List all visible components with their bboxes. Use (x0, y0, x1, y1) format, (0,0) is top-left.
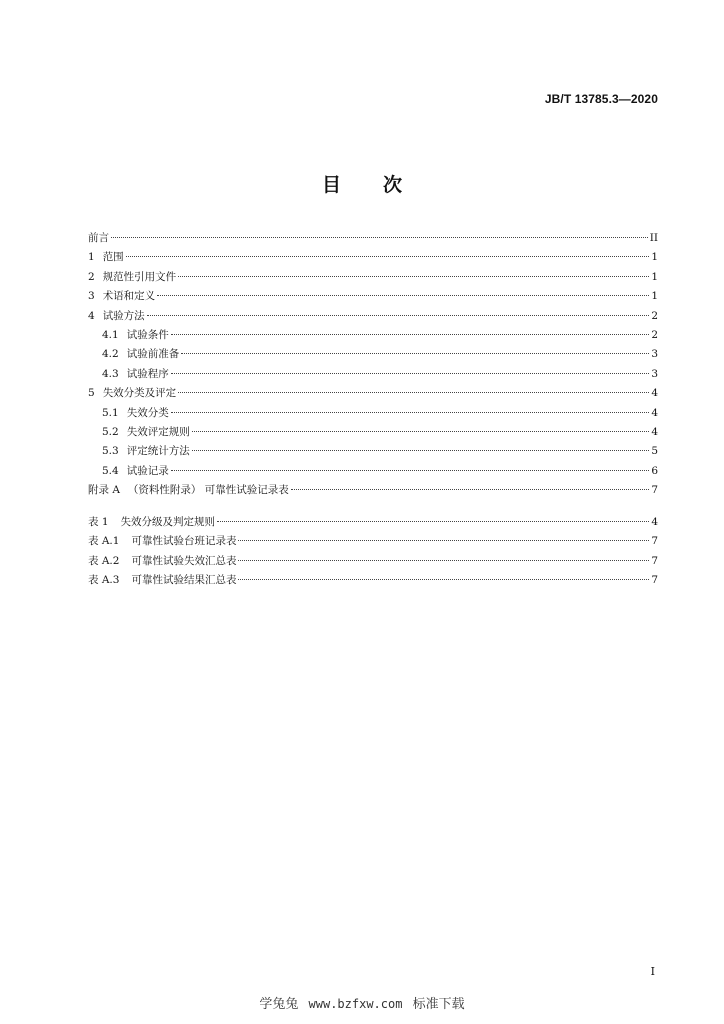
table-of-contents (88, 229, 658, 500)
toc-leader-dots (192, 450, 650, 451)
toc-entry-label: 可靠性试验结果汇总表 (131, 574, 237, 587)
toc-entry-number: 表 1 (88, 516, 109, 528)
toc-entry-page: 1 (651, 251, 658, 264)
toc-leader-dots (171, 412, 650, 413)
toc-entry-5-4[interactable] (88, 462, 658, 481)
toc-leader-dots (171, 470, 650, 471)
toc-leader-dots (181, 353, 649, 354)
toc-entry-label: 失效分类 (126, 406, 169, 419)
toc-entry-page: II (649, 232, 658, 244)
toc-entry-label: 试验记录 (126, 464, 169, 477)
toc-entry-number: 3 (88, 290, 95, 303)
toc-table-a2[interactable] (88, 552, 658, 571)
watermark-url[interactable]: www.bzfxw.com (308, 997, 403, 1011)
toc-entry-number: 4.1 (102, 328, 119, 341)
toc-entry-number: 5 (88, 387, 95, 400)
toc-entry-page: 7 (651, 574, 658, 587)
toc-entry-label: （资料性附录） 可靠性试验记录表 (127, 484, 289, 497)
toc-entry-label: 失效分类及评定 (102, 387, 177, 400)
toc-entry-5-1[interactable] (88, 404, 658, 423)
toc-entry-label: 试验程序 (126, 367, 169, 380)
toc-leader-dots (171, 373, 650, 374)
toc-entry-label: 可靠性试验失效汇总表 (131, 554, 237, 567)
toc-entry-appendix-a[interactable] (88, 481, 658, 500)
toc-entry-page: 2 (651, 309, 658, 322)
toc-entry-label: 试验条件 (126, 328, 169, 341)
page-title-char-2: 次 (383, 174, 403, 196)
toc-entry-page: 7 (651, 484, 658, 497)
toc-entry-5-2[interactable] (88, 423, 658, 442)
list-of-tables (88, 513, 658, 591)
toc-entry-page: 4 (651, 516, 658, 528)
toc-entry-page: 4 (651, 425, 658, 438)
toc-leader-dots (291, 489, 650, 490)
toc-entry-foreword[interactable] (88, 229, 658, 248)
toc-entry-page: 3 (651, 367, 658, 380)
toc-entry-4-3[interactable] (88, 365, 658, 384)
toc-entry-label: 可靠性试验台班记录表 (131, 535, 237, 548)
toc-entry-1[interactable] (88, 248, 658, 267)
page-title (0, 170, 724, 197)
toc-entry-label: 规范性引用文件 (102, 270, 177, 283)
toc-entry-number: 5.1 (102, 406, 119, 419)
toc-leader-dots (217, 521, 649, 522)
toc-entry-page: 1 (651, 270, 658, 283)
toc-entry-label: 评定统计方法 (126, 445, 190, 458)
toc-entry-5-3[interactable] (88, 442, 658, 461)
toc-entry-5[interactable] (88, 384, 658, 403)
watermark (0, 993, 724, 1012)
toc-leader-dots (126, 256, 650, 257)
toc-entry-number: 附录 A (88, 484, 120, 497)
page-title-char-1: 目 (321, 174, 341, 196)
toc-entry-number: 4.3 (102, 367, 119, 380)
toc-entry-label: 范围 (102, 251, 124, 264)
toc-entry-number: 5.2 (102, 425, 119, 438)
toc-entry-label: 失效评定规则 (126, 425, 190, 438)
toc-entry-number: 表 A.1 (88, 535, 120, 548)
toc-entry-number: 5.4 (102, 464, 119, 477)
toc-entry-label: 失效分级及判定规则 (120, 516, 216, 528)
toc-leader-dots (147, 315, 650, 316)
toc-leader-dots (157, 295, 649, 296)
page-number: I (650, 965, 655, 978)
toc-table-a3[interactable] (88, 571, 658, 590)
watermark-site-name: 学兔兔 (259, 997, 299, 1012)
toc-entry-4-2[interactable] (88, 345, 658, 364)
toc-entry-page: 4 (651, 406, 658, 419)
toc-leader-dots (178, 392, 649, 393)
toc-entry-label: 前言 (88, 232, 109, 244)
standard-number: JB/T 13785.3—2020 (544, 92, 658, 106)
toc-entry-number: 4.2 (102, 348, 119, 361)
toc-entry-number: 5.3 (102, 445, 119, 458)
toc-entry-page: 3 (651, 348, 658, 361)
toc-leader-dots (238, 579, 649, 580)
toc-entry-4[interactable] (88, 307, 658, 326)
toc-entry-number: 4 (88, 309, 95, 322)
toc-entry-page: 5 (651, 445, 658, 458)
toc-entry-number: 1 (88, 251, 95, 264)
toc-entry-label: 术语和定义 (102, 290, 156, 303)
toc-entry-number: 表 A.3 (88, 574, 120, 587)
watermark-tagline: 标准下载 (412, 997, 465, 1012)
toc-entry-page: 4 (651, 387, 658, 400)
toc-entry-3[interactable] (88, 287, 658, 306)
toc-entry-2[interactable] (88, 268, 658, 287)
toc-leader-dots (238, 540, 649, 541)
toc-entry-page: 6 (651, 464, 658, 477)
toc-table-1[interactable] (88, 513, 658, 532)
toc-entry-number: 2 (88, 270, 95, 283)
toc-leader-dots (192, 431, 650, 432)
toc-entry-page: 2 (651, 328, 658, 341)
toc-entry-4-1[interactable] (88, 326, 658, 345)
toc-entry-page: 7 (651, 535, 658, 548)
toc-entry-page: 1 (651, 290, 658, 303)
toc-leader-dots (178, 276, 649, 277)
toc-leader-dots (238, 560, 649, 561)
toc-entry-label: 试验前准备 (126, 348, 180, 361)
toc-entry-number: 表 A.2 (88, 554, 120, 567)
toc-leader-dots (111, 237, 648, 238)
toc-table-a1[interactable] (88, 532, 658, 551)
toc-leader-dots (171, 334, 650, 335)
toc-entry-label: 试验方法 (102, 309, 145, 322)
toc-entry-page: 7 (651, 554, 658, 567)
